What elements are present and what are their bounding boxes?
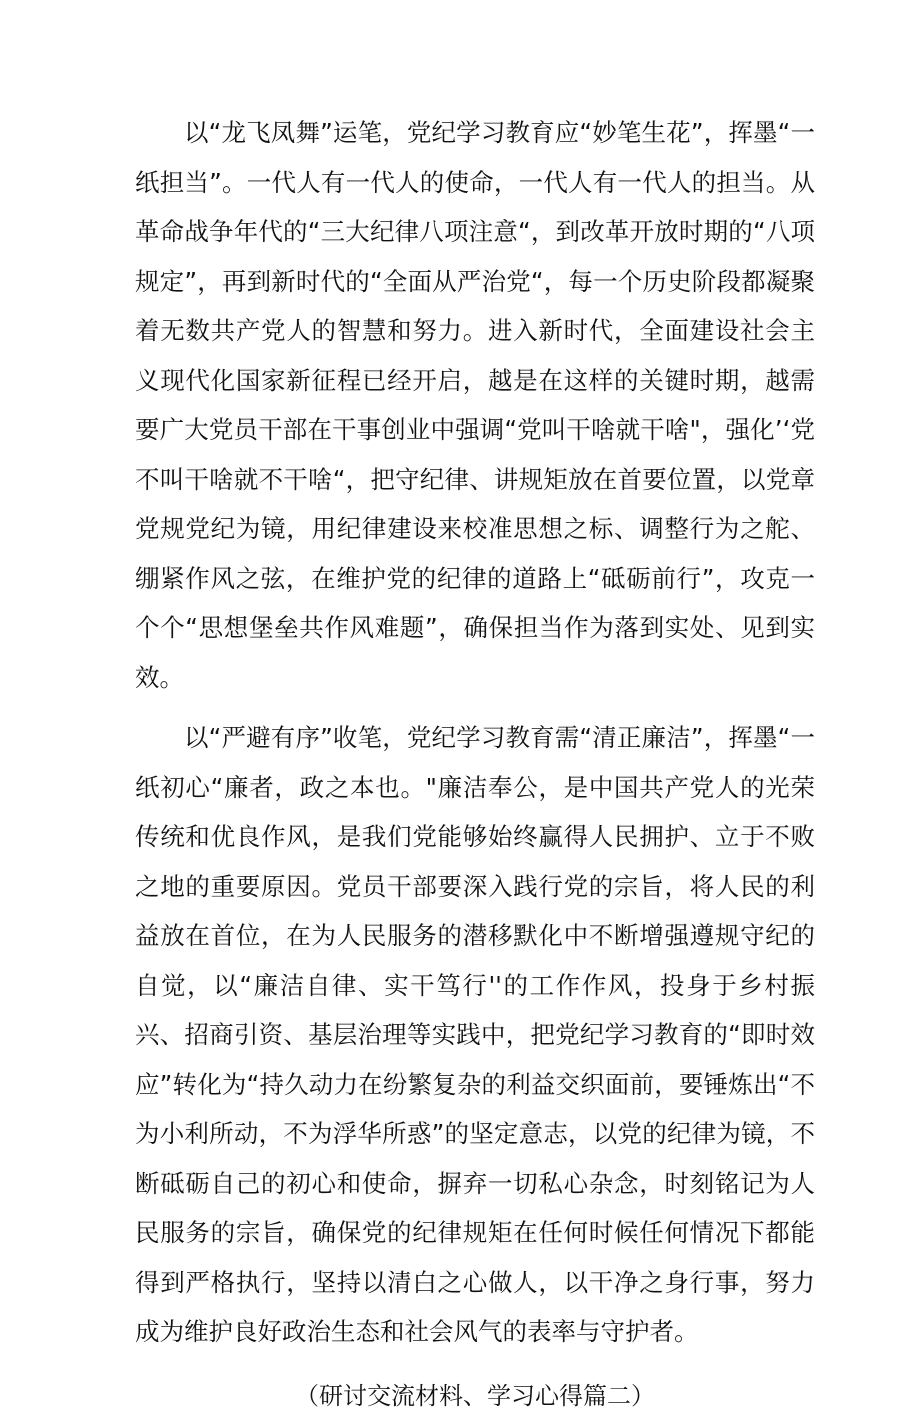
document-body: [135, 108, 815, 1416]
paragraph-discipline: 以“龙飞凤舞”运笔，党纪学习教育应“妙笔生花”，挥墨“一纸担当”。一代人有一代人的使命，一代人有一代人的担当。从革命战争年代的“三大纪律八项注意“，到改革开放时期的“八项规定”，再到新时代的“全面从严治党“，每一个历史阶段都凝聚着无数共产党人的智慧和努力。进入新时代，全面建设社会主义现代化国家新征程已经开启，越是在这样的关键时期，越需要广大党员干部在干事创业中强调“党叫干啥就干啥"，强化’‘党不叫干啥就不干啥“，把守纪律、讲规矩放在首要位置，以党章党规党纪为镜，用纪律建设来校准思想之标、调整行为之舵、绷紧作风之弦，在维护党的纪律的道路上“砥砺前行”，攻克一个个“思想堡垒共作风难题”，确保担当作为落到实处、见到实效。: [135, 118, 815, 692]
paragraph-integrity: 以“严避有序”收笔，党纪学习教育需“清正廉洁”，挥墨“一纸初心“廉者，政之本也。"廉洁奉公，是中国共产党人的光荣传统和优良作风，是我们党能够始终赢得人民拥护、立于不败之地的重要原因。党员干部要深入践行党的宗旨，将人民的利益放在首位，在为人民服务的潜移默化中不断增强遵规守纪的自觉，以“廉洁自律、实干笃行''的工作作风，投身于乡村振兴、招商引资、基层治理等实践中，把党纪学习教育的“即时效应”转化为“持久动力在纷繁复杂的利益交织面前，要锤炼出“不为小利所动，不为浮华所惑”的坚定意志，以党的纪律为镜，不断砥砺自己的初心和使命，摒弃一切私心杂念，时刻铭记为人民服务的宗旨，确保党的纪律规矩在任何时候任何情况下都能得到严格执行，坚持以清白之心做人，以干净之身行事，努力成为维护良好政治生态和社会风气的表率与守护者。: [135, 723, 815, 1346]
section-caption: （研讨交流材料、学习心得篇二）: [295, 1381, 655, 1410]
